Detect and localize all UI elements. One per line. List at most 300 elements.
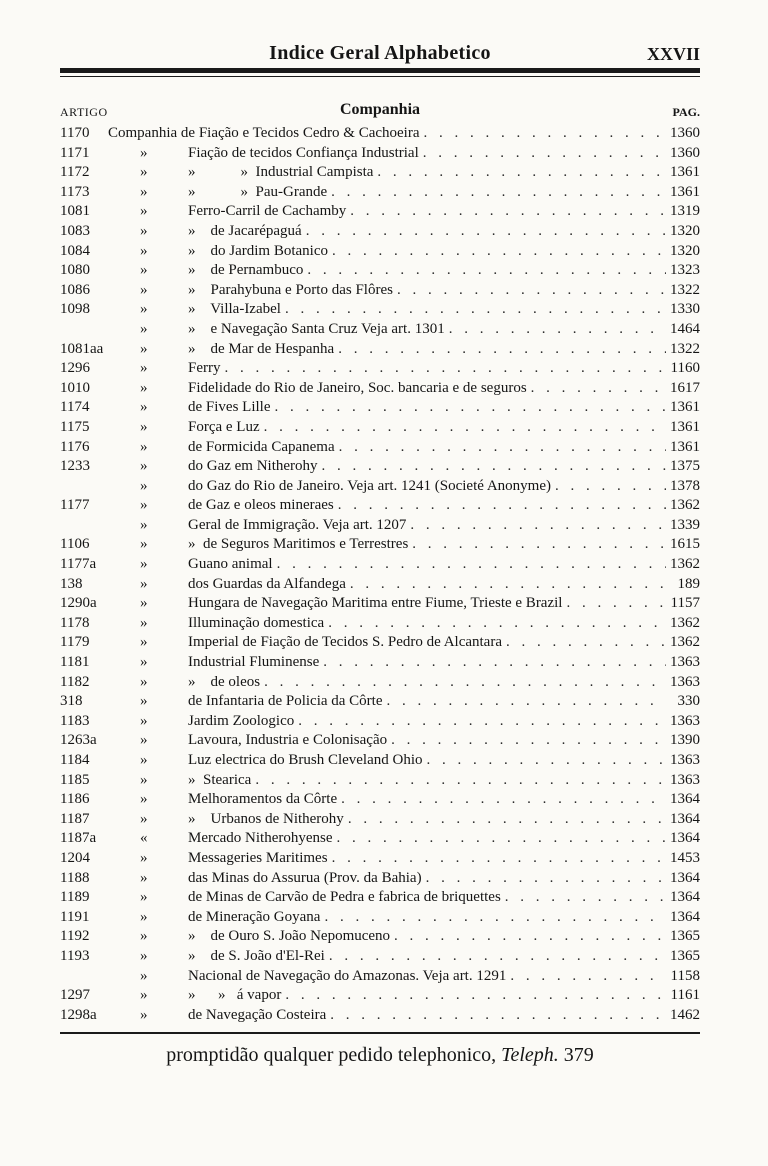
entry-text-wrap (188, 908, 666, 928)
index-row (60, 379, 700, 399)
entry-text-wrap (188, 673, 666, 693)
index-row (60, 810, 700, 830)
page-reference: 1361 (670, 183, 700, 200)
article-number: 1170 (60, 125, 90, 141)
page-reference: 1160 (670, 360, 700, 377)
ditto-mark: » (140, 967, 148, 984)
leader-dots (337, 829, 666, 849)
entry-label: de Mineração Goyana (188, 908, 321, 925)
entry-text-wrap (188, 163, 666, 183)
entry-text-wrap (188, 869, 666, 889)
article-number: 1172 (60, 164, 90, 181)
entry-label: » de Seguros Maritimos e Terrestres (188, 536, 409, 553)
page-reference: 1362 (670, 497, 700, 514)
article-number: 1171 (60, 144, 90, 161)
leader-dots (566, 594, 666, 614)
page-reference: 1462 (670, 1006, 700, 1023)
leader-dots (255, 771, 666, 791)
entry-label: Industrial Fluminense (188, 654, 320, 671)
leader-dots (423, 144, 666, 164)
ditto-mark: » (140, 771, 148, 788)
leader-dots (330, 1006, 666, 1026)
entry-label: Nacional de Navegação do Amazonas. Veja art. 1291 (188, 967, 507, 984)
entry-text-wrap (188, 692, 666, 712)
leader-dots (285, 300, 666, 320)
article-number: 1173 (60, 183, 90, 200)
leader-dots (410, 516, 666, 536)
ditto-mark: « (140, 830, 148, 847)
page-reference: 1361 (670, 164, 700, 181)
artigo-heading: ARTIGO (60, 105, 108, 119)
leader-dots (555, 477, 666, 497)
ditto-mark: » (140, 242, 148, 259)
page-reference: 1323 (670, 262, 700, 279)
leader-dots (329, 947, 666, 967)
entry-label: do Gaz do Rio de Janeiro. Veja art. 1241 (Societé Anonyme) (188, 477, 551, 494)
ditto-mark: » (140, 262, 148, 279)
entry-text-wrap (188, 359, 666, 379)
index-row (60, 183, 700, 203)
article-number: 1187 (60, 810, 90, 827)
entry-label: Ferro-Carril de Cachamby (188, 203, 347, 220)
entry-text-wrap (188, 790, 666, 810)
leader-dots (338, 496, 666, 516)
entry-text-wrap (188, 888, 666, 908)
entry-text-wrap (188, 849, 666, 869)
ditto-mark: » (140, 516, 148, 533)
page-reference: 1320 (670, 242, 700, 259)
ditto-mark: » (140, 712, 148, 729)
leader-dots (387, 692, 666, 712)
ditto-mark: » (140, 987, 148, 1004)
ditto-mark: » (140, 379, 148, 396)
page-reference: 1362 (670, 556, 700, 573)
entry-text-wrap (188, 183, 666, 203)
entry-text-wrap (188, 614, 666, 634)
leader-dots (350, 202, 666, 222)
leader-dots (424, 124, 667, 144)
index-row (60, 359, 700, 379)
index-row (60, 477, 700, 497)
article-number: 1263a (60, 732, 97, 749)
page-reference: 1365 (670, 947, 700, 964)
leader-dots (322, 457, 666, 477)
page-reference: 1322 (670, 281, 700, 298)
leader-dots (332, 849, 666, 869)
article-number: 1177a (60, 556, 97, 573)
entry-label: Imperial de Fiação de Tecidos S. Pedro de Alcantara (188, 634, 502, 651)
entry-text-wrap (188, 457, 666, 477)
entry-text-wrap (188, 418, 666, 438)
page-reference: 1364 (670, 908, 700, 925)
index-row (60, 457, 700, 477)
entry-text-wrap (188, 320, 666, 340)
index-row (60, 320, 700, 340)
footer-italic: Teleph. (501, 1044, 559, 1066)
entry-label: Messageries Maritimes (188, 849, 328, 866)
page-reference: 1364 (670, 810, 700, 827)
article-number: 1084 (60, 242, 90, 259)
ditto-mark: » (140, 693, 148, 710)
ditto-mark: » (140, 673, 148, 690)
leader-dots (427, 751, 666, 771)
article-number: 1177 (60, 497, 90, 514)
entry-label: de Infantaria de Policia da Côrte (188, 693, 383, 710)
article-number: 1081aa (60, 340, 104, 357)
entry-text-wrap (188, 771, 666, 791)
index-row (60, 908, 700, 928)
index-row (60, 496, 700, 516)
leader-dots (225, 359, 667, 379)
page-reference: 189 (677, 575, 700, 592)
leader-dots (332, 242, 666, 262)
leader-dots (531, 379, 666, 399)
entry-text-wrap (188, 516, 666, 536)
article-number: 1204 (60, 849, 90, 866)
index-row (60, 300, 700, 320)
article-number: 1188 (60, 869, 90, 886)
entry-label: Luz electrica do Brush Cleveland Ohio (188, 752, 423, 768)
page-reference: 1362 (670, 614, 700, 631)
page-reference: 1322 (670, 340, 700, 357)
leader-dots (307, 261, 666, 281)
page-reference: 1364 (670, 791, 700, 808)
ditto-mark: » (140, 1006, 148, 1023)
ditto-mark: » (140, 634, 148, 651)
article-number: 1290a (60, 595, 97, 612)
page-reference: 1360 (670, 144, 700, 161)
entry-text-wrap (188, 144, 666, 164)
leader-dots (426, 869, 666, 889)
entry-text-wrap (188, 555, 666, 575)
article-number: 1182 (60, 673, 90, 690)
entry-label: » de Jacarépaguá (188, 222, 302, 239)
entry-label: Melhoramentos da Côrte (188, 791, 338, 808)
entry-label: Hungara de Navegação Maritima entre Fiume, Trieste e Brazil (188, 595, 563, 612)
entry-label: » Villa-Izabel (188, 301, 281, 318)
index-list (60, 124, 700, 1025)
section-heading: Companhia (339, 101, 421, 118)
pag-heading: PAG. (672, 105, 700, 119)
page-reference: 1319 (670, 203, 700, 220)
entry-text-wrap (188, 242, 666, 262)
ditto-mark: » (140, 458, 148, 475)
page-reference: 1617 (670, 379, 700, 396)
ditto-mark: » (140, 281, 148, 298)
ditto-mark: » (140, 183, 148, 200)
index-row (60, 751, 700, 771)
page-title: Indice Geral Alphabetico (269, 42, 491, 64)
page-reference: 1363 (670, 654, 700, 671)
ditto-mark: » (140, 928, 148, 945)
article-number: 1185 (60, 771, 90, 788)
entry-label: Illuminação domestica (188, 614, 325, 631)
entry-text-wrap (188, 986, 666, 1006)
ditto-mark: » (140, 752, 148, 768)
page-reference: 1390 (670, 732, 700, 749)
ditto-mark: » (140, 164, 148, 181)
index-row (60, 731, 700, 751)
leader-dots (350, 575, 666, 595)
page-reference: 1378 (670, 477, 700, 494)
index-row (60, 653, 700, 673)
entry-label: » de S. João d'El-Rei (188, 947, 325, 964)
entry-label: » de Pernambuco (188, 262, 304, 279)
leader-dots (277, 555, 666, 575)
entry-text-wrap (188, 496, 666, 516)
article-number: 1181 (60, 654, 90, 671)
index-row (60, 281, 700, 301)
entry-text-wrap (188, 535, 666, 555)
ditto-mark: » (140, 340, 148, 357)
index-row (60, 927, 700, 947)
entry-text-wrap (188, 379, 666, 399)
index-row (60, 967, 700, 987)
entry-text-wrap (188, 281, 666, 301)
entry-label: Guano animal (188, 556, 273, 573)
page-reference: 1364 (670, 869, 700, 886)
page-reference: 1453 (670, 849, 700, 866)
index-row (60, 633, 700, 653)
entry-label: Mercado Nitherohyense (188, 830, 333, 847)
index-row (60, 614, 700, 634)
article-number: 1298a (60, 1006, 97, 1023)
page-reference: 1320 (670, 222, 700, 239)
page-reference: 1158 (670, 967, 700, 984)
page-reference: 1615 (670, 536, 700, 553)
leader-dots (397, 281, 666, 301)
index-row (60, 398, 700, 418)
index-row (60, 575, 700, 595)
ditto-mark: » (140, 947, 148, 964)
article-number: 1193 (60, 947, 90, 964)
leader-dots (328, 614, 666, 634)
index-row (60, 516, 700, 536)
index-row (60, 124, 700, 144)
entry-label: Companhia de Fiação e Tecidos Cedro & Cachoeira (108, 125, 420, 141)
page-reference: 1330 (670, 301, 700, 318)
ditto-mark: » (140, 849, 148, 866)
article-number: 1179 (60, 634, 90, 651)
ditto-mark: » (140, 222, 148, 239)
footer-text: promptidão qualquer pedido telephonico, (166, 1044, 497, 1066)
ditto-mark: » (140, 654, 148, 671)
leader-dots (324, 908, 666, 928)
leader-dots (505, 888, 666, 908)
index-row (60, 340, 700, 360)
index-row (60, 222, 700, 242)
page-reference: 1360 (670, 125, 700, 141)
leader-dots (264, 673, 666, 693)
leader-dots (285, 986, 666, 1006)
leader-dots (510, 967, 666, 987)
page-reference: 1363 (670, 771, 700, 788)
page-reference: 1361 (670, 418, 700, 435)
index-row (60, 771, 700, 791)
entry-label: » de Ouro S. João Nepomuceno (188, 928, 391, 945)
ditto-mark: » (140, 595, 148, 612)
entry-label: » » Industrial Campista (188, 164, 374, 181)
index-row (60, 261, 700, 281)
entry-text-wrap (188, 202, 666, 222)
page-reference: 1361 (670, 438, 700, 455)
page-reference: 1339 (670, 516, 700, 533)
index-row (60, 594, 700, 614)
article-number: 1178 (60, 614, 90, 631)
entry-label: do Gaz em Nitherohy (188, 458, 318, 475)
entry-text-wrap (188, 751, 666, 771)
page-footer (60, 1044, 700, 1067)
ditto-mark: » (140, 575, 148, 592)
entry-label: de Gaz e oleos mineraes (188, 497, 334, 514)
index-row (60, 535, 700, 555)
index-row (60, 869, 700, 889)
index-row (60, 790, 700, 810)
index-row (60, 242, 700, 262)
page-reference: 1375 (670, 458, 700, 475)
ditto-mark: » (140, 791, 148, 808)
page-reference: 1157 (670, 595, 700, 612)
entry-label: das Minas do Assurua (Prov. da Bahia) (188, 869, 422, 886)
entry-label: » Urbanos de Nitherohy (188, 810, 344, 827)
leader-dots (449, 320, 666, 340)
index-row (60, 202, 700, 222)
article-number: 1010 (60, 379, 90, 396)
entry-label: Ferry (188, 360, 221, 377)
page-reference: 330 (677, 693, 700, 710)
page-reference: 1361 (670, 399, 700, 416)
leader-dots (391, 731, 666, 751)
entry-text-wrap (188, 261, 666, 281)
entry-text-wrap (188, 300, 666, 320)
page-reference: 1364 (670, 830, 700, 847)
entry-text-wrap (108, 124, 666, 144)
entry-label: Lavoura, Industria e Colonisação (188, 732, 388, 749)
article-number: 1296 (60, 360, 90, 377)
entry-label: Força e Luz (188, 418, 260, 435)
index-row (60, 438, 700, 458)
entry-text-wrap (188, 810, 666, 830)
ditto-mark: » (140, 399, 148, 416)
entry-label: Jardim Zoologico (188, 712, 295, 729)
entry-label: de Navegação Costeira (188, 1006, 327, 1023)
column-headings (60, 101, 700, 121)
entry-text-wrap (188, 340, 666, 360)
ditto-mark: » (140, 869, 148, 886)
entry-label: de Formicida Capanema (188, 438, 335, 455)
page-number-roman: XXVII (646, 44, 700, 64)
entry-label: » de Mar de Hespanha (188, 340, 335, 357)
entry-label: » e Navegação Santa Cruz Veja art. 1301 (188, 320, 445, 337)
article-number: 1189 (60, 889, 90, 906)
entry-label: » de oleos (188, 673, 261, 690)
index-row (60, 673, 700, 693)
article-number: 1297 (60, 987, 90, 1004)
leader-dots (412, 535, 666, 555)
index-row (60, 163, 700, 183)
article-number: 1186 (60, 791, 90, 808)
ditto-mark: » (140, 203, 148, 220)
entry-text-wrap (188, 633, 666, 653)
article-number: 1080 (60, 262, 90, 279)
leader-dots (341, 790, 666, 810)
article-number: 1174 (60, 399, 90, 416)
ditto-mark: » (140, 497, 148, 514)
entry-label: » Parahybuna e Porto das Flôres (188, 281, 393, 298)
page-reference: 1161 (670, 987, 700, 1004)
ditto-mark: » (140, 536, 148, 553)
ditto-mark: » (140, 301, 148, 318)
entry-text-wrap (188, 222, 666, 242)
index-row (60, 947, 700, 967)
leader-dots (323, 653, 666, 673)
article-number: 1098 (60, 301, 90, 318)
article-number: 318 (60, 693, 83, 710)
entry-text-wrap (188, 653, 666, 673)
entry-label: » » á vapor (188, 987, 282, 1004)
entry-label: Fidelidade do Rio de Janeiro, Soc. bancaria e de seguros (188, 379, 527, 396)
page-header (60, 38, 700, 72)
article-number: 1083 (60, 222, 90, 239)
footer-number: 379 (563, 1044, 594, 1066)
ditto-mark: » (140, 556, 148, 573)
article-number: 1191 (60, 908, 90, 925)
footer-rule (60, 1032, 700, 1034)
entry-text-wrap (188, 438, 666, 458)
leader-dots (339, 438, 666, 458)
page-reference: 1363 (670, 712, 700, 729)
header-rule-thin (60, 76, 700, 77)
ditto-mark: » (140, 908, 148, 925)
entry-label: de Fives Lille (188, 399, 271, 416)
article-number: 1175 (60, 418, 90, 435)
page-reference: 1363 (670, 752, 700, 768)
leader-dots (306, 222, 666, 242)
ditto-mark: » (140, 732, 148, 749)
leader-dots (264, 418, 666, 438)
entry-text-wrap (188, 712, 666, 732)
index-row (60, 849, 700, 869)
entry-text-wrap (188, 398, 666, 418)
article-number: 1081 (60, 203, 90, 220)
index-row (60, 144, 700, 164)
leader-dots (348, 810, 666, 830)
index-row (60, 692, 700, 712)
article-number: 1176 (60, 438, 90, 455)
entry-text-wrap (188, 927, 666, 947)
page-reference: 1363 (670, 673, 700, 690)
entry-text-wrap (188, 829, 666, 849)
entry-label: » » Pau-Grande (188, 183, 328, 200)
index-row (60, 1006, 700, 1026)
page-reference: 1362 (670, 634, 700, 651)
entry-label: Geral de Immigração. Veja art. 1207 (188, 516, 407, 533)
entry-label: Fiação de tecidos Confiança Industrial (188, 144, 419, 161)
page-reference: 1365 (670, 928, 700, 945)
ditto-mark: » (140, 889, 148, 906)
entry-text-wrap (188, 477, 666, 497)
index-row (60, 888, 700, 908)
page-reference: 1364 (670, 889, 700, 906)
entry-text-wrap (188, 947, 666, 967)
entry-text-wrap (188, 967, 666, 987)
entry-label: » do Jardim Botanico (188, 242, 328, 259)
entry-label: dos Guardas da Alfandega (188, 575, 346, 592)
entry-text-wrap (188, 1006, 666, 1026)
index-row (60, 418, 700, 438)
article-number: 1192 (60, 928, 90, 945)
ditto-mark: » (140, 418, 148, 435)
